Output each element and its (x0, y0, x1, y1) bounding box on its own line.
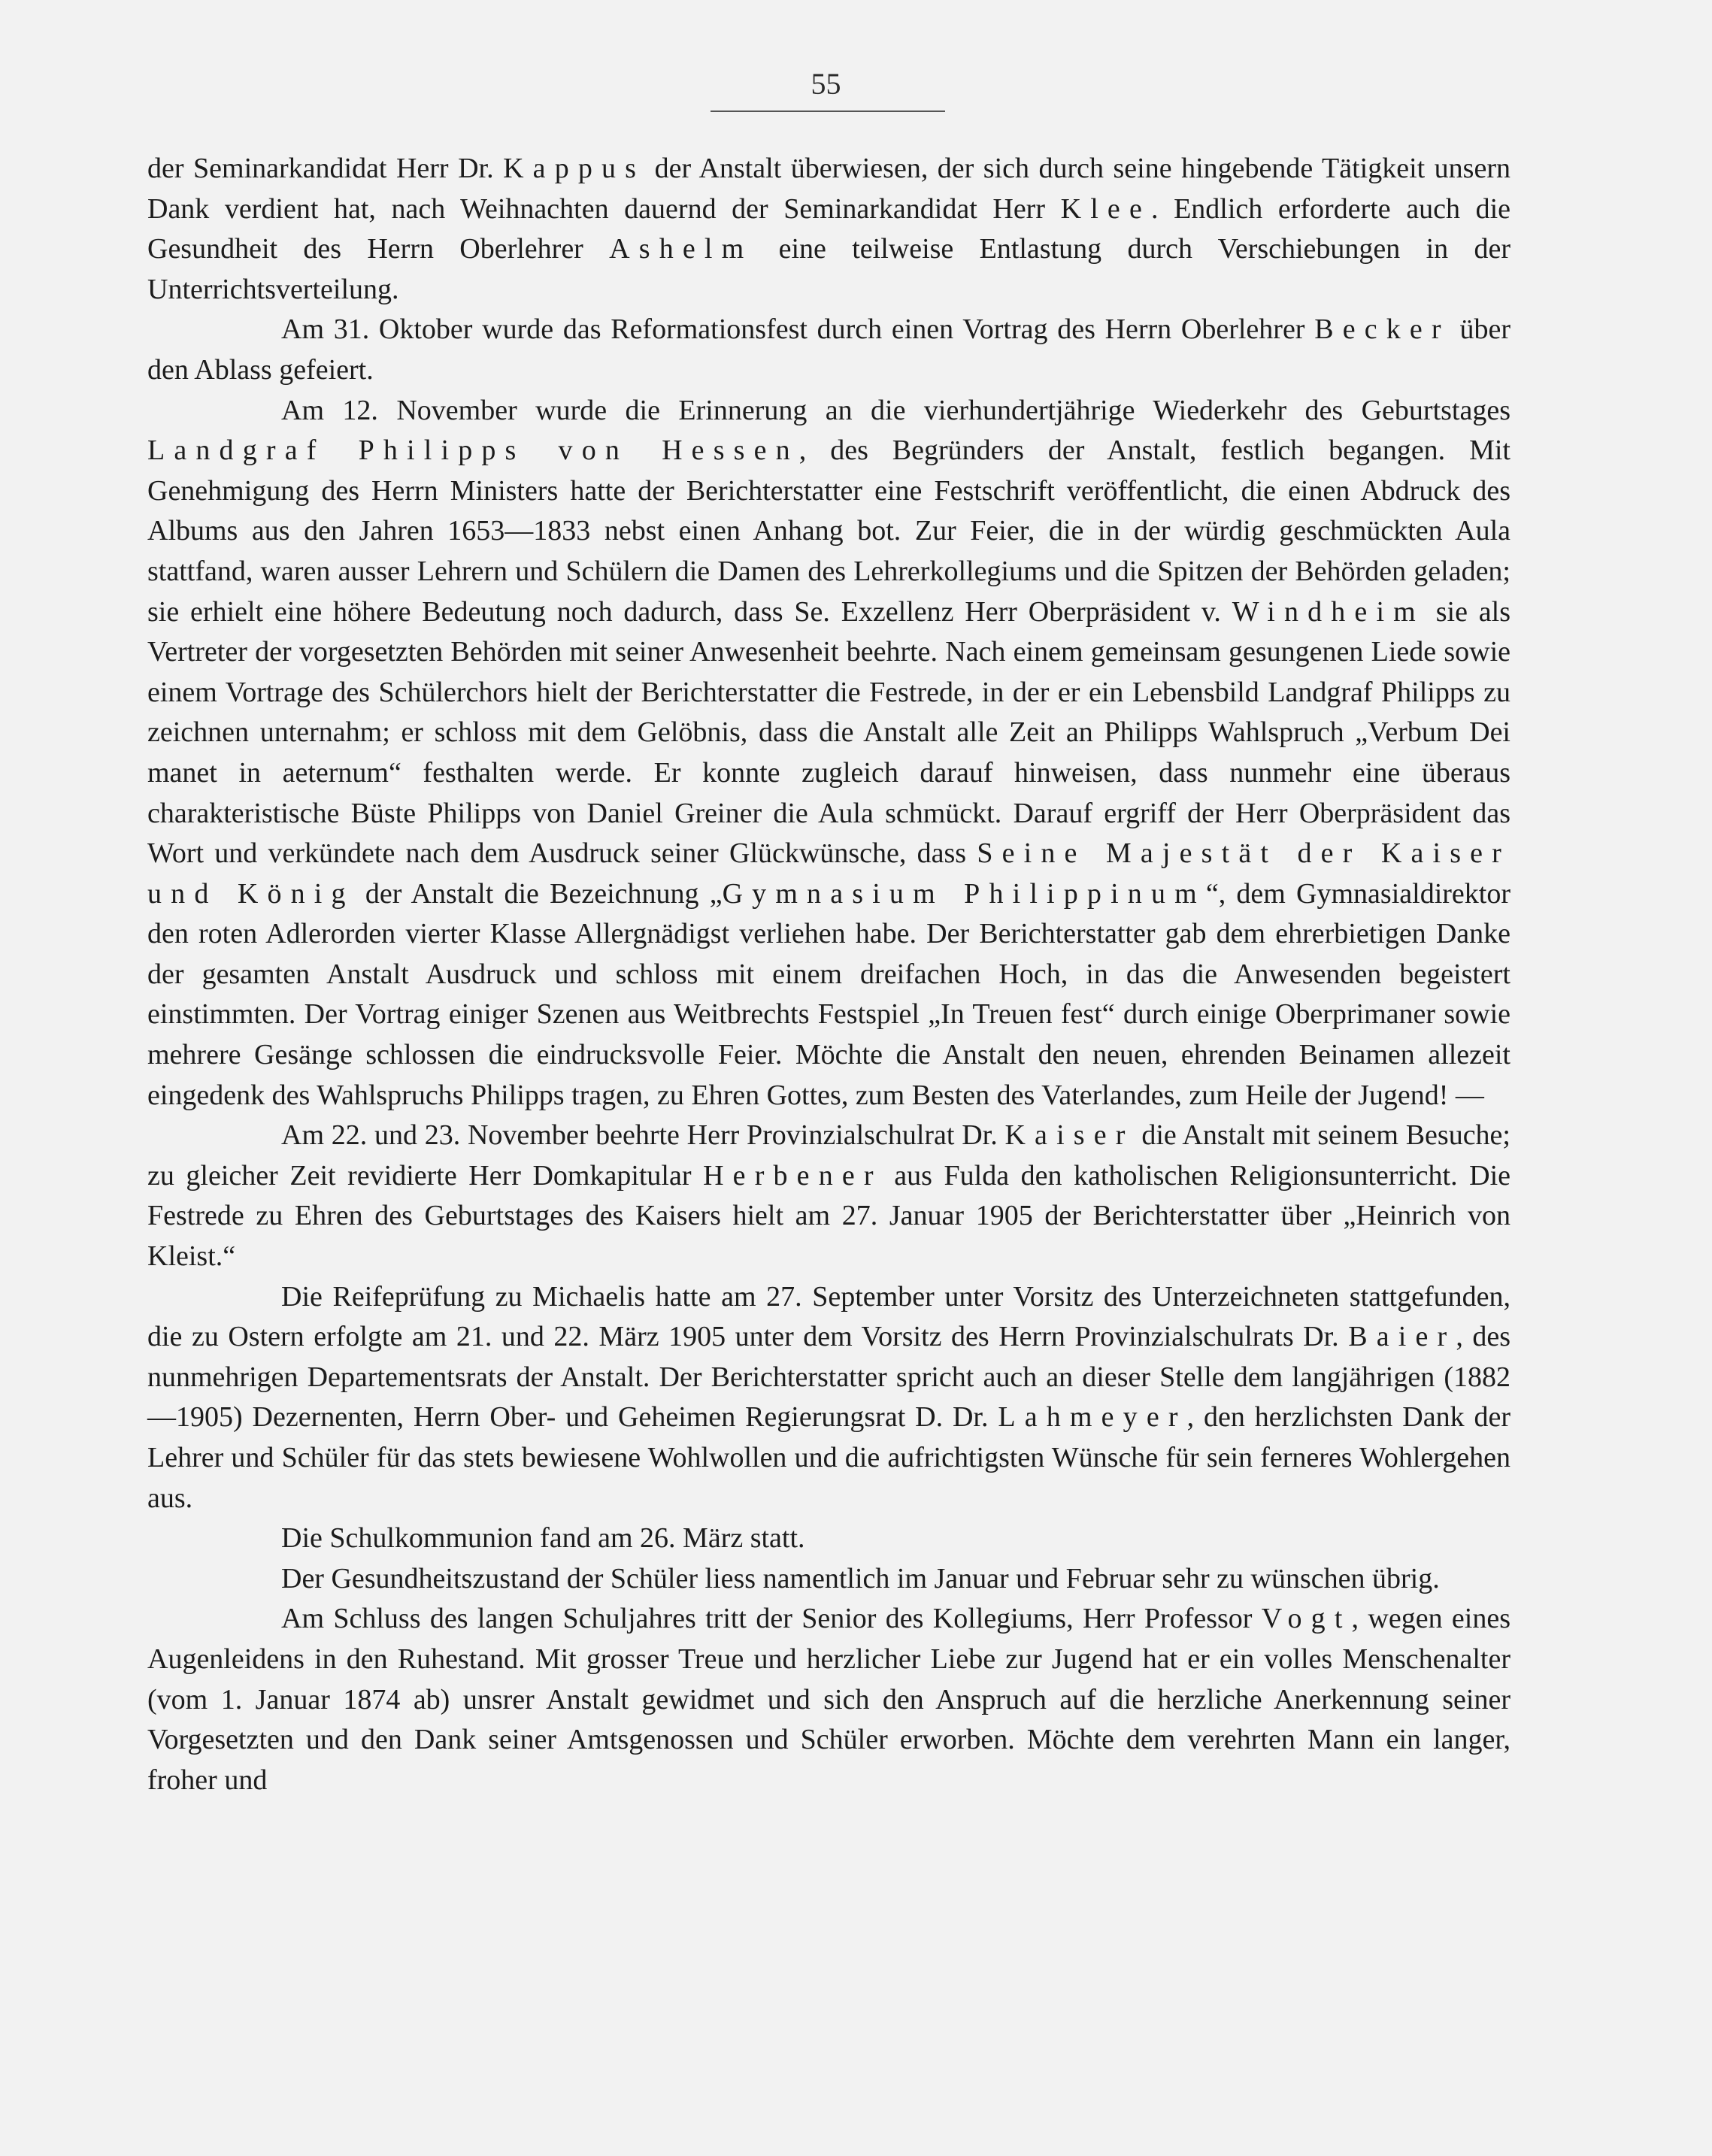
spaced-emphasis: Kaiser (1004, 1119, 1135, 1152)
text-run: Am 31. Oktober wurde das Reformationsfest durch einen Vortrag des Herrn Oberlehrer (281, 313, 1315, 346)
spaced-emphasis: Seine Majestät der Kaiser und König (147, 837, 1510, 910)
text-run: eine teilweise Entlastung durch Verschiebungen in der Unterrichtsverteilung. (147, 233, 1510, 305)
paragraph (147, 391, 1510, 1116)
text-run: sie als Vertreter der vorgesetzten Behörden mit seiner Anwesenheit beehrte. Nach einem gemeinsam gesungenen Liede sowie einem Vortrage des Schülerchors hielt der Berichterstatter die Festrede, in der er ein Lebensbild Landgraf Philipps zu zeichnen unternahm; er schloss mit dem Gelöbnis, dass die Anstalt alle Zeit an Philipps Wahlspruch „Verbum Dei manet in aeternum“ festhalten werde. Er konnte zugleich darauf hinweisen, dass nunmehr eine überaus charakteristische Büste Philipps von Daniel Greiner die Aula schmückt. Darauf ergriff der Herr Oberpräsident das Wort und verkündete nach dem Ausdruck seiner Glückwünsche, dass (147, 595, 1510, 870)
spaced-emphasis: Gymnasium Philippinum (722, 877, 1206, 910)
text-run: aus Fulda den katholischen Religionsunterricht. Die Festrede zu Ehren des Geburtstages des Kaisers hielt am 27. Januar 1905 der Berichterstatter über „Heinrich von Kleist.“ (147, 1159, 1511, 1273)
paragraph (147, 149, 1510, 310)
paragraph (147, 1277, 1510, 1519)
spaced-emphasis: Becker (1314, 313, 1450, 346)
text-run: Am 12. November wurde die Erinnerung an die vierhundertjährige Wiederkehr des Geburtstages (281, 394, 1510, 426)
text-run: der Seminarkandidat Herr Dr. (147, 153, 504, 184)
text-run: Die Schulkommunion fand am 26. März statt. (281, 1522, 805, 1555)
page-number: 55 (811, 67, 841, 101)
text-run: , den herzlichsten Dank der Lehrer und Schüler für das stets bewiesene Wohlwollen und die aufrichtigsten Wünsche für sein ferneres Wohlergehen aus. (147, 1401, 1510, 1514)
text-run: über den Ablass gefeiert. (147, 313, 1510, 386)
body-text (147, 149, 1510, 1800)
text-run: , des Begründers der Anstalt, festlich begangen. Mit Genehmigung des Herrn Ministers hatte der Berichterstatter eine Festschrift veröffentlicht, die einen Abdruck des Albums aus den Jahren 1653—1833 nebst einen Anhang bot. Zur Feier, die in der würdig geschmückten Aula stattfand, waren ausser Lehrern und Schülern die Damen des Lehrerkollegiums und die Spitzen der Behörden geladen; sie erhielt eine höhere Bedeutung noch dadurch, dass Se. Exzellenz Herr Oberpräsident v. (147, 435, 1510, 628)
text-run: Am 22. und 23. November beehrte Herr Provinzialschulrat Dr. (281, 1119, 1005, 1152)
header-rule (711, 111, 945, 112)
text-run: Der Gesundheitszustand der Schüler liess namentlich im Januar und Februar sehr zu wünschen übrig. (281, 1562, 1440, 1594)
spaced-emphasis: Herbener (703, 1159, 883, 1192)
text-run: die Anstalt mit seinem Besuche; zu gleicher Zeit revidierte Herr Domkapitular (147, 1119, 1510, 1192)
paragraph (147, 1116, 1510, 1276)
spaced-emphasis: Vogt (1261, 1603, 1352, 1635)
text-run: “, dem Gymnasialdirektor den roten Adlerorden vierter Klasse Allergnädigst verliehen habe. Der Berichterstatter gab dem ehrerbietigen Danke der gesamten Anstalt Ausdruck und schloss mit einem dreifachen Hoch, in das die Anwesenden begeistert einstimmten. Der Vortrag einiger Szenen aus Weitbrechts Festspiel „In Treuen fest“ durch einige Oberprimaner sowie mehrere Gesänge schlossen die eindrucksvolle Feier. Möchte die Anstalt den neuen, ehrenden Beinamen allezeit eingedenk des Wahlspruchs Philipps tragen, zu Ehren Gottes, zum Besten des Vaterlandes, zum Heile der Jugend! — (147, 877, 1510, 1111)
spaced-emphasis: Klee (1060, 192, 1151, 225)
text-run: der Anstalt überwiesen, der sich durch seine hingebende Tätigkeit unsern Dank verdient hat, nach Weihnachten dauernd der Seminarkandidat Herr (147, 153, 1510, 225)
spaced-emphasis: Ashelm (609, 233, 753, 265)
text-run: , wegen eines Augenleidens in den Ruhestand. Mit grosser Treue und herzlicher Liebe zur Jugend hat er ein volles Menschenalter (vom 1. Januar 1874 ab) unsrer Anstalt gewidmet und sich den Anspruch auf die herzliche Anerkennung seiner Vorgesetzten und den Dank seiner Amtsgenossen und Schüler erworben. Möchte dem verehrten Mann ein langer, froher und (147, 1603, 1510, 1796)
paragraph (147, 310, 1510, 390)
text-run: der Anstalt die Bezeichnung „ (354, 877, 723, 910)
text-run: , des nunmehrigen Departementsrats der Anstalt. Der Berichterstatter spricht auch an dieser Stelle dem langjährigen (1882—1905) Dezernenten, Herrn Ober- und Geheimen Regierungsrat D. Dr. (147, 1321, 1510, 1434)
spaced-emphasis: Baier (1348, 1321, 1456, 1353)
spaced-emphasis: Kappus (503, 153, 646, 184)
paragraph (147, 1599, 1510, 1800)
text-run: Die Reifeprüfung zu Michaelis hatte am 27. September unter Vorsitz des Unterzeichneten stattgefunden, die zu Ostern erfolgte am 21. und 22. März 1905 unter dem Vorsitz des Herrn Provinzialschulrats Dr. (147, 1280, 1510, 1353)
spaced-emphasis: Windheim (1232, 595, 1425, 628)
spaced-emphasis: Lahmeyer (998, 1401, 1187, 1434)
paragraph (147, 1519, 1510, 1559)
spaced-emphasis: Landgraf Philipps von Hessen (147, 435, 799, 467)
text-run: Am Schluss des langen Schuljahres tritt der Senior des Kollegiums, Herr Professor (281, 1603, 1262, 1635)
text-run: . Endlich erforderte auch die Gesundheit des Herrn Oberlehrer (147, 192, 1510, 265)
paragraph (147, 1559, 1510, 1600)
